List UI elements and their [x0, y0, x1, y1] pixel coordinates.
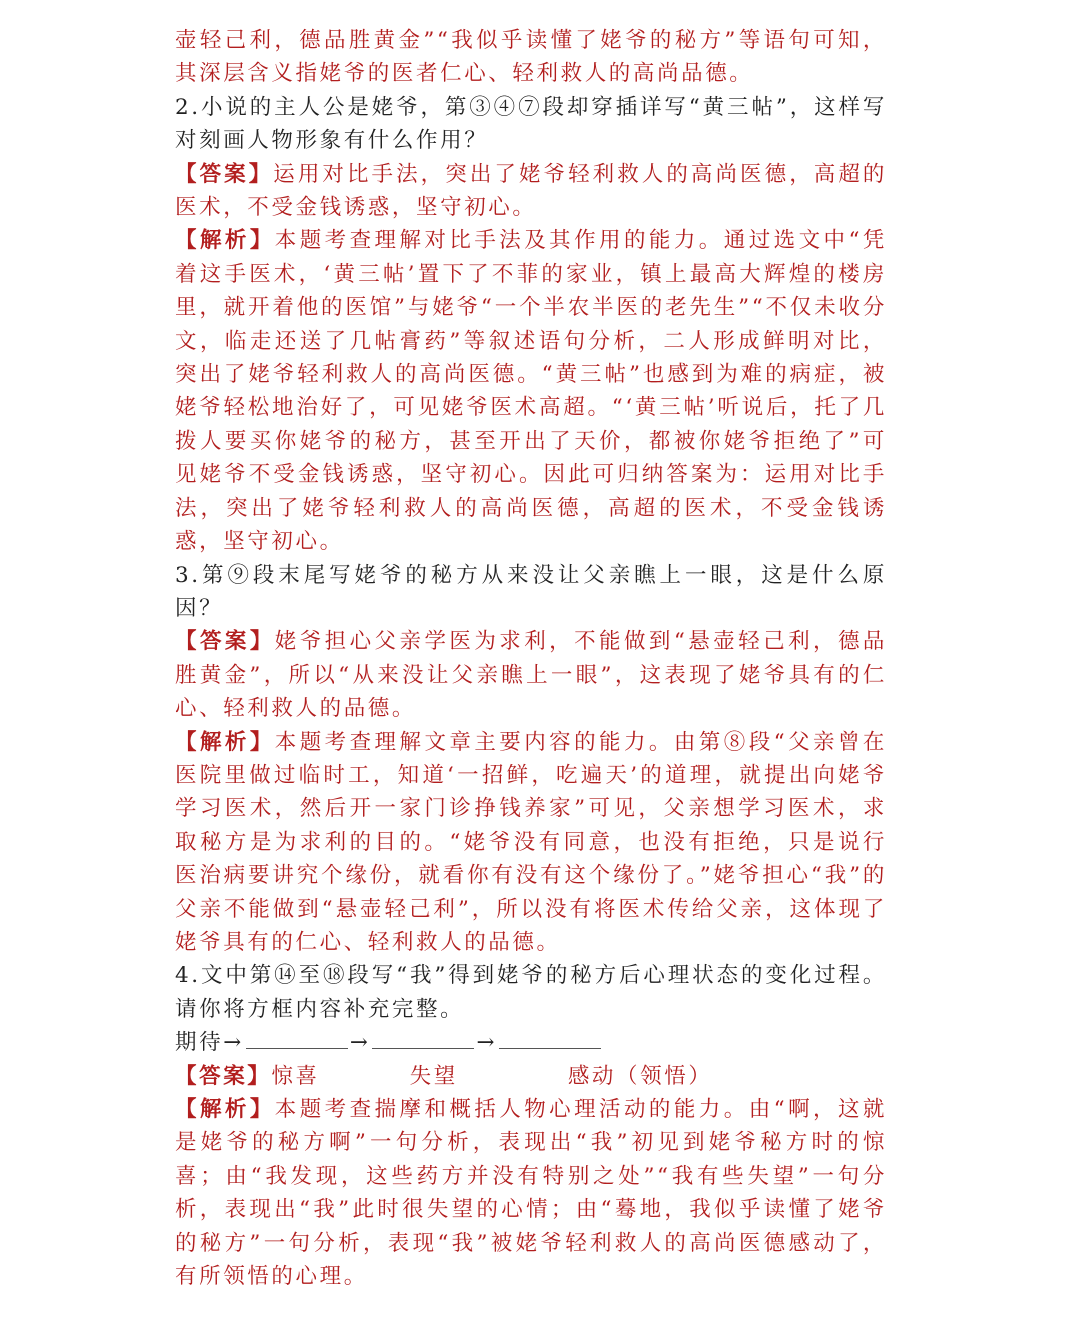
analysis-4-text: 本题考查揣摩和概括人物心理活动的能力。由“啊，这就是姥爷的秘方啊”一句分析，表现出“我”初见到姥爷秘方时的惊喜；由“我发现，这些药方并没有特别之处”“我有些失望”一句分析，表现出“我”此时很失望的心情；由“蓦地，我似乎读懂了姥爷的秘方”一句分析，表现“我”被姥爷轻利救人的高尚医德感动了，有所领悟的心理。	[175, 1097, 887, 1290]
answer-2	[175, 158, 887, 225]
answer-4-item-3: 感动（领悟）	[567, 1063, 713, 1089]
analysis-tag: 【解析】	[175, 729, 275, 755]
question-3: 3.第⑨段末尾写姥爷的秘方从来没让父亲瞧上一眼，这是什么原因？	[175, 562, 887, 621]
answer-4	[175, 1060, 887, 1093]
analysis-3	[175, 726, 887, 960]
answer-blank-1	[246, 1030, 348, 1049]
analysis-4	[175, 1093, 887, 1293]
answer-4-item-2: 失望	[409, 1063, 458, 1089]
question-4-chain	[175, 1026, 887, 1059]
answer-3	[175, 625, 887, 725]
analysis-tag: 【解析】	[175, 1097, 275, 1122]
answer-blank-2	[372, 1030, 474, 1049]
question-2: 2.小说的主人公是姥爷，第③④⑦段却穿插详写“黄三帖”，这样写对刻画人物形象有什么作用？	[175, 94, 887, 154]
answer-tag: 【答案】	[175, 629, 275, 655]
document-body	[175, 24, 887, 1293]
analysis-3-text: 本题考查理解文章主要内容的能力。由第⑧段“父亲曾在医院里做过临时工，知道‘一招鲜，吃遍天’的道理，就提出向姥爷学习医术，然后开一家门诊挣钱养家”可见，父亲想学习医术，求取秘方是为求利的目的。“姥爷没有同意，也没有拒绝，只是说行医治病要讲究个缘份，就看你有没有这个缘份了。”姥爷担心“我”的父亲不能做到“悬壶轻己利”，所以没有将医术传给父亲，这体现了姥爷具有的仁心、轻利救人的品德。	[175, 729, 887, 955]
answer-blank-3	[499, 1030, 601, 1049]
chain-start-label: 期待	[175, 1030, 224, 1056]
analysis-tag: 【解析】	[175, 228, 275, 254]
answer-2-text: 运用对比手法，突出了姥爷轻利救人的高尚医德，高超的医术，不受金钱诱惑，坚守初心。	[175, 161, 887, 221]
question-4: 4.文中第⑭至⑱段写“我”得到姥爷的秘方后心理状态的变化过程。请你将方框内容补充完整。	[175, 963, 887, 1022]
arrow-icon: →	[349, 1030, 371, 1056]
answer-tag: 【答案】	[175, 161, 274, 187]
answer-3-text: 姥爷担心父亲学医为求利，不能做到“悬壶轻己利，德品胜黄金”，所以“从来没让父亲瞧上一眼”，这表现了姥爷具有的仁心、轻利救人的品德。	[175, 629, 887, 722]
arrow-icon: →	[223, 1030, 244, 1056]
intro-continuation: 壶轻己利，德品胜黄金”“我似乎读懂了姥爷的秘方”等语句可知，其深层含义指姥爷的医者仁心、轻利救人的高尚品德。	[175, 28, 887, 87]
analysis-2	[175, 224, 887, 558]
analysis-2-text: 本题考查理解对比手法及其作用的能力。通过选文中“凭着这手医术，‘黄三帖’置下了不菲的家业，镇上最高大辉煌的楼房里，就开着他的医馆”与姥爷“一个半农半医的老先生”“不仅未收分文，临走还送了几帖膏药”等叙述语句分析，二人形成鲜明对比，突出了姥爷轻利救人的高尚医德。“黄三帖”也感到为难的病症，被姥爷轻松地治好了，可见姥爷医术高超。“‘黄三帖’听说后，托了几拨人要买你姥爷的秘方，甚至开出了天价，都被你姥爷拒绝了”可见姥爷不受金钱诱惑，坚守初心。因此可归纳答案为：运用对比手法，突出了姥爷轻利救人的高尚医德，高超的医术，不受金钱诱惑，坚守初心。	[175, 228, 887, 555]
answer-4-item-1: 惊喜	[271, 1063, 320, 1089]
arrow-icon: →	[476, 1030, 498, 1056]
answer-tag: 【答案】	[175, 1063, 272, 1089]
